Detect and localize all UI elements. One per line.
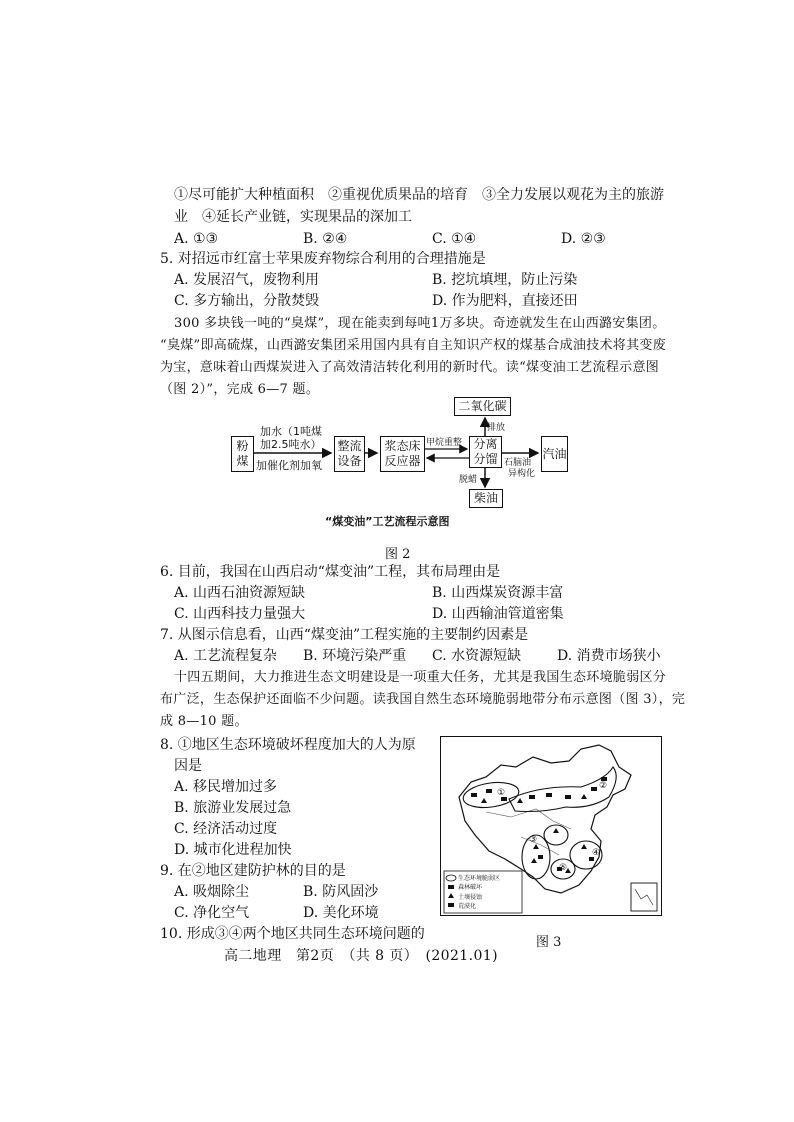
- q4-option-b[interactable]: B. ②④: [303, 231, 348, 247]
- label-dewax: 脱蜡: [459, 475, 478, 485]
- q9-option-d[interactable]: D. 美化环境: [303, 905, 379, 921]
- passage1-line3: 为宝，意味着山西煤炭进入了高效清洁转化利用的新时代。读“煤变油工艺流程示意图: [160, 360, 660, 375]
- box-diesel: 柴油: [469, 489, 503, 508]
- label-emit: 排放: [487, 423, 506, 433]
- legend-fragile-zone: 生态环境脆弱区: [458, 875, 501, 882]
- figure2-title: “煤变油”工艺流程示意图: [325, 515, 450, 528]
- region-label-1: ①: [497, 788, 506, 798]
- figure3-caption: 图 3: [536, 935, 562, 950]
- region-label-4: ④: [592, 848, 601, 858]
- label-water: 加水（1吨煤加2.5吨水）: [260, 425, 322, 451]
- q4-option-a[interactable]: A. ①③: [174, 231, 219, 247]
- q8-option-a[interactable]: A. 移民增加过多: [174, 779, 278, 795]
- box-rectify: 整流设备: [334, 436, 365, 472]
- q6-stem: 6. 目前，我国在山西启动“煤变油”工程，其布局理由是: [160, 564, 501, 580]
- region-label-2: ②: [599, 781, 608, 791]
- q4-statements-line2: 业 ④延长产业链，实现果品的深加工: [174, 209, 412, 225]
- passage1-line2: “臭煤”即高硫煤，山西潞安集团采用国内具有自主知识产权的煤基合成油技术将其变废: [160, 338, 666, 353]
- q5-option-c[interactable]: C. 多方输出，分散焚毁: [174, 293, 320, 309]
- figure3-map: [440, 736, 662, 916]
- passage1-line1: 300 多块钱一吨的“臭煤”，现在能卖到每吨1万多块。奇迹就发生在山西潞安集团。: [174, 316, 666, 331]
- figure2-flowchart: [225, 395, 580, 530]
- box-coal: 粉煤: [231, 436, 254, 472]
- box-reactor: 浆态床反应器: [380, 436, 425, 472]
- passage2-line3: 成 8—10 题。: [160, 714, 248, 729]
- label-catalyst: 加催化剂加氧: [256, 459, 322, 472]
- q6-option-c[interactable]: C. 山西科技力量强大: [174, 606, 306, 622]
- box-gasoline: 汽油: [541, 436, 568, 472]
- region-label-5: ⑤: [559, 863, 568, 873]
- q7-stem: 7. 从图示信息看，山西“煤变油”工程实施的主要制约因素是: [160, 627, 529, 643]
- q8-stem-line2: 因是: [174, 758, 202, 774]
- q6-option-a[interactable]: A. 山西石油资源短缺: [174, 585, 306, 601]
- map-markers: [471, 777, 607, 873]
- q6-option-d[interactable]: D. 山西输油管道密集: [432, 606, 564, 622]
- q5-option-d[interactable]: D. 作为肥料，直接还田: [432, 293, 578, 309]
- legend-desertification: 荒漠化: [458, 903, 477, 910]
- q8-stem-line1: 8. ①地区生态环境破坏程度加大的人为原: [160, 737, 416, 753]
- label-isomer: 异构化: [508, 469, 536, 479]
- q4-option-c[interactable]: C. ①④: [432, 231, 477, 247]
- label-methane: 甲烷重整: [426, 438, 463, 448]
- q8-option-b[interactable]: B. 旅游业发展过急: [174, 800, 292, 816]
- q4-statements-line1: ①尽可能扩大种植面积 ②重视优质果品的培育 ③全力发展以观花为主的旅游: [174, 187, 664, 203]
- q5-stem: 5. 对招远市红富士苹果废弃物综合利用的合理措施是: [160, 251, 486, 267]
- legend-soil-erosion: 土壤侵蚀: [458, 894, 483, 901]
- label-naphtha: 石脑油: [504, 458, 532, 468]
- q6-option-b[interactable]: B. 山西煤炭资源丰富: [432, 585, 564, 601]
- box-separate: 分离分馏: [469, 436, 502, 468]
- q5-option-a[interactable]: A. 发展沼气，废物利用: [174, 272, 320, 288]
- q7-option-b[interactable]: B. 环境污染严重: [303, 648, 407, 664]
- box-co2: 二氧化碳: [454, 397, 511, 416]
- passage2-line1: 十四五期间，大力推进生态文明建设是一项重大任务，尤其是我国生态环境脆弱区分: [174, 670, 667, 685]
- q7-option-a[interactable]: A. 工艺流程复杂: [174, 648, 278, 664]
- q7-option-d[interactable]: D. 消费市场狭小: [557, 648, 661, 664]
- zone-1: [462, 779, 521, 811]
- q4-option-d[interactable]: D. ②③: [561, 231, 606, 247]
- q8-option-c[interactable]: C. 经济活动过度: [174, 821, 278, 837]
- q10-stem: 10. 形成③④两个地区共同生态环境问题的: [160, 926, 425, 942]
- legend-forest-damage: 森林破坏: [458, 884, 483, 891]
- passage2-line2: 布广泛，生态保护还面临不少问题。读我国自然生态环境脆弱地带分布示意图（图 3），完: [160, 692, 686, 707]
- region-label-3: ③: [529, 835, 538, 845]
- q8-option-d[interactable]: D. 城市化进程加快: [174, 842, 292, 858]
- q7-option-c[interactable]: C. 水资源短缺: [432, 648, 522, 664]
- q9-stem: 9. 在②地区建防护林的目的是: [160, 863, 346, 879]
- q9-option-b[interactable]: B. 防风固沙: [303, 884, 379, 900]
- q5-option-b[interactable]: B. 挖坑填埋，防止污染: [432, 272, 578, 288]
- page-footer: 高二地理 第2页 （共 8 页） (2021.01): [224, 948, 498, 964]
- q9-option-a[interactable]: A. 吸烟除尘: [174, 884, 250, 900]
- figure2-caption: 图 2: [385, 547, 411, 562]
- passage1-line4: （图 2）”，完成 6—7 题。: [160, 382, 320, 397]
- q9-option-c[interactable]: C. 净化空气: [174, 905, 250, 921]
